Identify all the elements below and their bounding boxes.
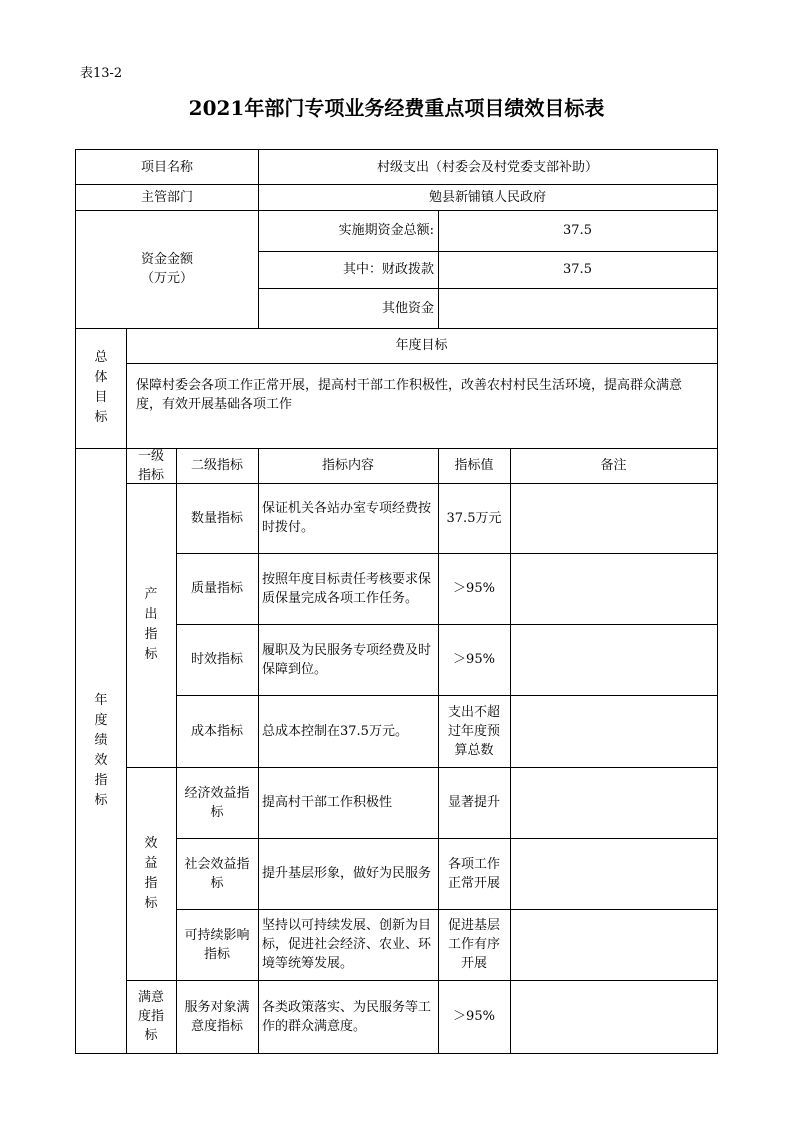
indicator-row-note bbox=[510, 838, 717, 909]
indicator-row-content: 保证机关各站办室专项经费按时拨付。 bbox=[262, 501, 432, 535]
indicator-row-note bbox=[510, 980, 717, 1053]
indicator-row-content: 履职及为民服务专项经费及时保障到位。 bbox=[262, 642, 432, 677]
header-note: 备注 bbox=[600, 458, 627, 473]
indicator-row-level2: 社会效益指标 bbox=[184, 856, 250, 891]
indicator-row-value: 支出不超过年度预算总数 bbox=[447, 704, 500, 758]
indicator-row-content: 按照年度目标责任考核要求保质保量完成各项工作任务。 bbox=[262, 571, 432, 606]
other-funds-value bbox=[438, 288, 717, 328]
indicator-row-value: ＞95% bbox=[453, 581, 495, 596]
header-level1: 一级指标 bbox=[137, 448, 164, 483]
indicator-row-value: 各项工作正常开展 bbox=[447, 856, 500, 891]
indicator-row-note bbox=[510, 483, 717, 553]
indicator-row-content: 坚持以可持续发展、创新为目标，促进社会经济、农业、环境等统筹发展。 bbox=[262, 918, 432, 971]
performance-table bbox=[75, 149, 718, 1054]
indicator-row-content: 提升基层形象，做好为民服务 bbox=[262, 866, 432, 881]
dept-label: 主管部门 bbox=[140, 189, 193, 205]
project-name-value: 村级支出（村委会及村党委支部补助） bbox=[376, 159, 598, 175]
total-funds-label: 实施期资金总额: bbox=[338, 223, 434, 238]
indicator-row-content: 总成本控制在37.5万元。 bbox=[262, 723, 408, 739]
indicator-row-content: 各类政策落实、为民服务等工作的群众满意度。 bbox=[262, 999, 432, 1034]
funds-label: 资金金额 （万元） bbox=[140, 252, 193, 286]
indicator-row-level2: 时效指标 bbox=[190, 652, 243, 667]
indicator-row-note bbox=[510, 695, 717, 767]
indicator-row-value: 促进基层工作有序开展 bbox=[447, 918, 500, 971]
indicator-row-content: 提高村干部工作积极性 bbox=[262, 795, 393, 810]
indicator-row-value: ＞95% bbox=[453, 1009, 495, 1024]
satisfaction-indicator-label: 满意度指标 bbox=[137, 990, 164, 1043]
indicator-row-level2: 可持续影响指标 bbox=[184, 927, 250, 962]
dept-value: 勉县新铺镇人民政府 bbox=[428, 189, 546, 205]
indicator-row-level2: 成本指标 bbox=[190, 723, 243, 739]
indicator-row-value: 显著提升 bbox=[447, 795, 500, 810]
indicator-row-note bbox=[510, 767, 717, 838]
overall-goal-text: 保障村委会各项工作正常开展，提高村干部工作积极性，改善农村村民生活环境，提高群众满意度，有效开展基础各项工作 bbox=[136, 378, 683, 412]
benefit-indicator-label: 效益指标 bbox=[144, 835, 158, 911]
output-indicator-label: 产出指标 bbox=[144, 587, 158, 662]
fiscal-funds-value: 37.5 bbox=[563, 262, 592, 277]
header-content: 指标内容 bbox=[321, 458, 374, 473]
indicator-row-level2: 数量指标 bbox=[190, 510, 243, 526]
fiscal-funds-label: 其中：财政拨款 bbox=[342, 262, 434, 277]
indicator-row-note bbox=[510, 553, 717, 624]
overall-goal-label: 总体目标 bbox=[94, 350, 108, 425]
total-funds-value: 37.5 bbox=[563, 223, 592, 238]
annual-performance-label: 年度绩效指标 bbox=[94, 692, 108, 808]
other-funds-label: 其他资金 bbox=[381, 300, 434, 316]
indicator-row-level2: 经济效益指标 bbox=[184, 785, 250, 820]
page-title: 2021年部门专项业务经费重点项目绩效目标表 bbox=[188, 96, 605, 120]
project-name-label: 项目名称 bbox=[140, 159, 193, 175]
indicator-row-level2: 质量指标 bbox=[190, 581, 243, 596]
indicator-row-note bbox=[510, 624, 717, 695]
sheet-tag: 表13-2 bbox=[80, 66, 123, 81]
header-value: 指标值 bbox=[454, 458, 494, 473]
indicator-row-value: ＞95% bbox=[453, 652, 495, 667]
indicator-row-level2: 服务对象满意度指标 bbox=[184, 999, 250, 1034]
header-level2: 二级指标 bbox=[190, 458, 243, 473]
indicator-row-note bbox=[510, 909, 717, 980]
annual-goal-label: 年度目标 bbox=[395, 338, 448, 353]
indicator-row-value: 37.5万元 bbox=[446, 510, 502, 526]
